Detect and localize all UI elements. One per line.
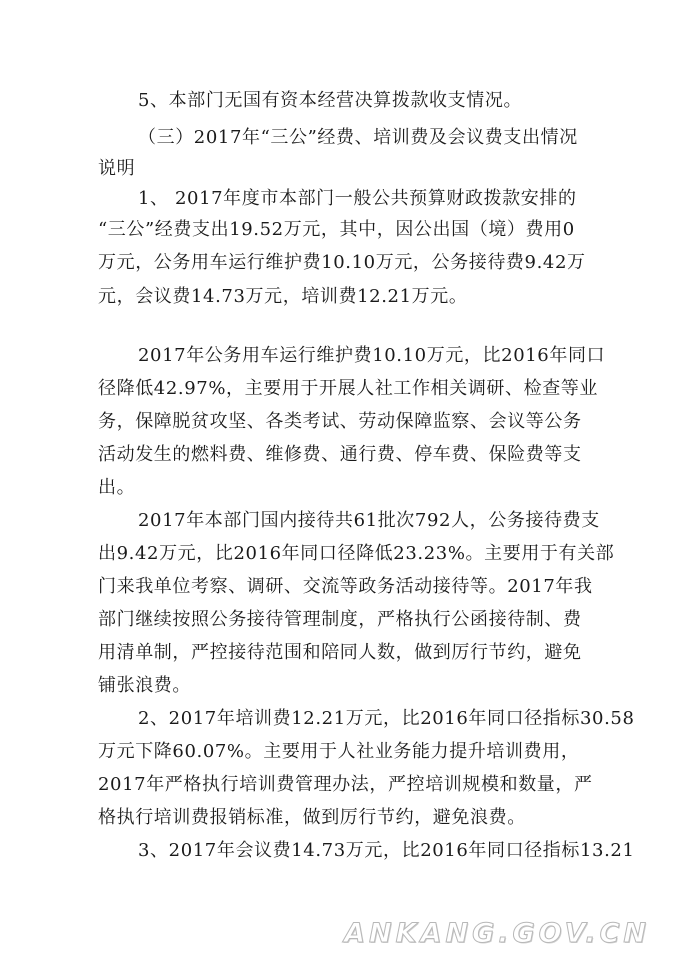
text-line: 2、2017年培训费12.21万元，比2016年同口径指标30.58 (138, 708, 635, 729)
text-line: 万元下降60.07%。主要用于人社业务能力提升培训费用， (98, 741, 580, 762)
text-line: 万元，公务用车运行维护费10.10万元，公务接待费9.42万 (98, 252, 586, 273)
text-line: 2017年严格执行培训费管理办法，严控培训规模和数量，严 (98, 774, 593, 795)
text-line: 部门继续按照公务接待管理制度，严格执行公函接待制、费 (98, 609, 582, 630)
text-line: 活动发生的燃料费、维修费、通行费、停车费、保险费等支 (98, 444, 582, 465)
text-line: 2017年本部门国内接待共61批次792人，公务接待费支 (138, 510, 600, 531)
text-line: 3、2017年会议费14.73万元，比2016年同口径指标13.21 (138, 840, 635, 861)
text-line: 径降低42.97%，主要用于开展人社工作相关调研、检查等业 (98, 378, 599, 399)
text-line: 用清单制，严控接待范围和陪同人数，做到厉行节约，避免 (98, 642, 582, 663)
text-line: 出9.42万元，比2016年同口径降低23.23%。主要用于有关部 (98, 543, 615, 564)
text-line: 格执行培训费报销标准，做到厉行节约，避免浪费。 (98, 807, 526, 828)
text-line: 元，会议费14.73万元，培训费12.21万元。 (98, 286, 468, 307)
text-line: 门来我单位考察、调研、交流等政务活动接待等。2017年我 (98, 576, 593, 597)
text-line: 2017年公务用车运行维护费10.10万元，比2016年同口 (138, 345, 606, 366)
site-watermark: ANKANG.GOV.CN (344, 918, 650, 949)
text-line: （三）2017年“三公”经费、培训费及会议费支出情况 (138, 127, 578, 148)
text-line: 铺张浪费。 (98, 675, 191, 696)
text-line: 务，保障脱贫攻坚、各类考试、劳动保障监察、会议等公务 (98, 411, 582, 432)
text-line: 说明 (98, 158, 136, 179)
text-line: 5、本部门无国有资本经营决算拨款收支情况。 (138, 90, 523, 111)
text-line: 出。 (98, 477, 136, 498)
text-line: “三公”经费支出19.52万元，其中，因公出国（境）费用0 (98, 219, 575, 240)
text-line: 1、 2017年度市本部门一般公共预算财政拨款安排的 (138, 188, 577, 209)
